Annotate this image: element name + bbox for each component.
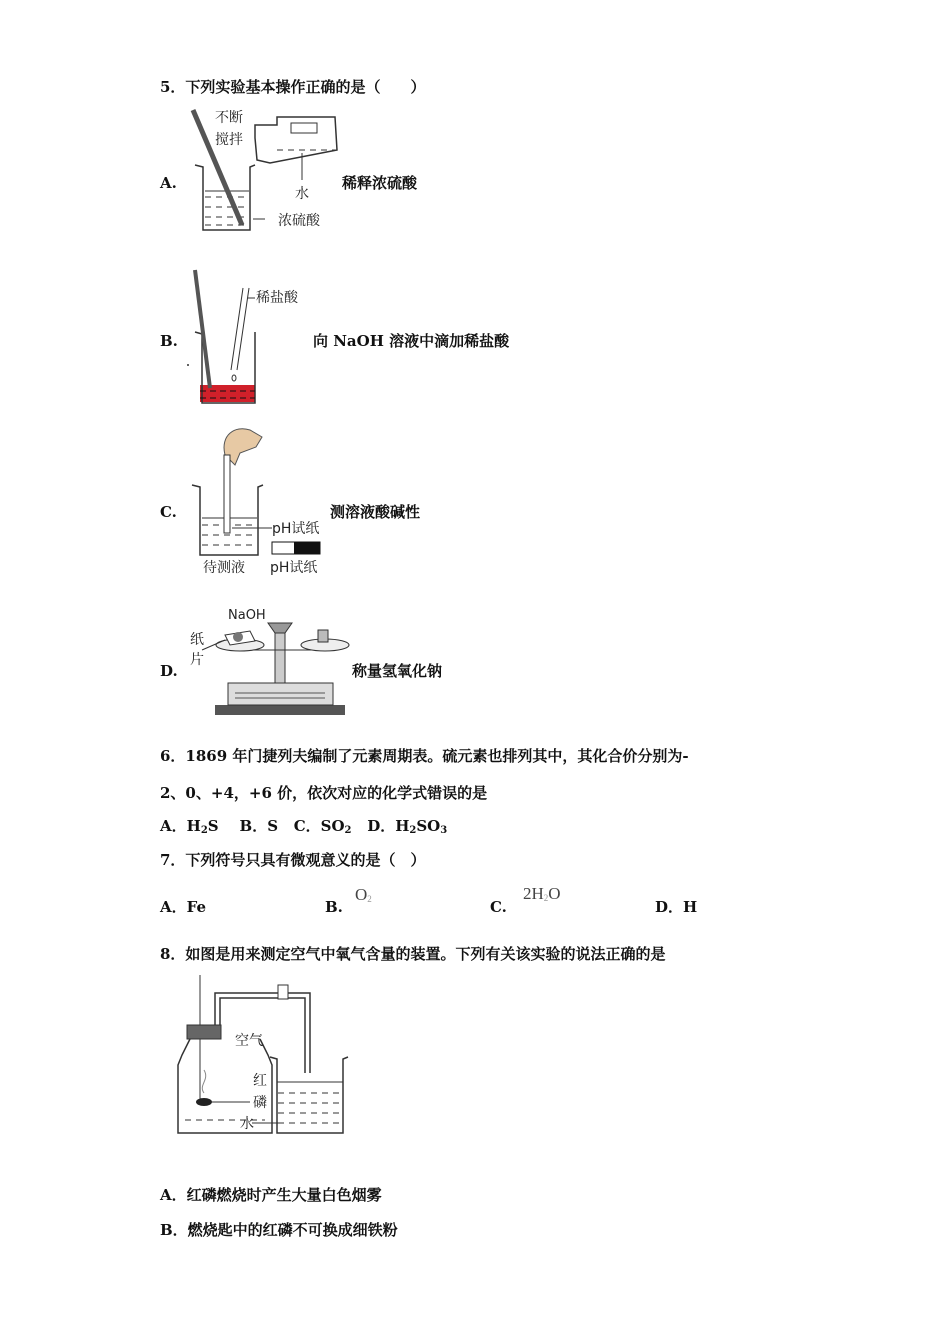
label-water: 水: [295, 186, 309, 202]
q5-option-b-letter: B.: [160, 332, 178, 350]
ph-test-figure: [190, 425, 330, 560]
q6-line2: 2、0、+4，+6 价，依次对应的化学式错误的是: [160, 784, 488, 802]
dilution-figure: [185, 105, 355, 240]
label-air: 空气: [235, 1033, 263, 1049]
balance-figure: [190, 605, 355, 720]
label-ph-paper-1: pH试纸: [272, 521, 320, 537]
label-paper-1: 纸: [190, 632, 204, 648]
q7-option-c-letter: C.: [490, 898, 507, 916]
q6-option-a: A．$H_2S$: [160, 817, 219, 836]
label-ph-paper-2: pH试纸: [270, 560, 318, 576]
q7-option-c-formula: $2H_2O$: [523, 884, 561, 903]
label-conc-sulfuric: 浓硫酸: [278, 213, 320, 229]
label-paper-2: 片: [190, 652, 204, 668]
q5-option-b-caption: 向 NaOH 溶液中滴加稀盐酸: [313, 332, 510, 350]
q6-option-c: C．$SO_2$: [293, 817, 352, 836]
label-dilute-hcl: 稀盐酸: [256, 290, 298, 306]
label-test-solution: 待测液: [203, 560, 245, 576]
q5-option-d-caption: 称量氢氧化钠: [352, 662, 443, 680]
q5-option-a-letter: A.: [160, 174, 177, 192]
q6-option-b: B．S: [239, 817, 279, 835]
q8-option-b: B．燃烧匙中的红磷不可换成细铁粉: [160, 1221, 398, 1239]
label-naoh: NaOH: [228, 608, 266, 623]
label-red-phosphorus-1: 红: [253, 1073, 267, 1089]
q5-title: 5．下列实验基本操作正确的是（ ）: [160, 78, 426, 96]
q6-line1: 6．1869 年门捷列夫编制了元素周期表。硫元素也排列其中，其化合价分别为-: [160, 747, 689, 765]
q6-options: [160, 816, 447, 841]
q6-option-d: D．$H_2SO_3$: [367, 817, 448, 836]
oxygen-content-apparatus: [160, 975, 355, 1140]
q5-option-d-letter: D.: [160, 662, 178, 680]
label-stir-1: 不断: [215, 110, 243, 126]
q5-option-c-letter: C.: [160, 503, 177, 521]
q7-option-b-formula: $O_2$: [355, 885, 372, 904]
q7-title: 7．下列符号只具有微观意义的是（ ）: [160, 851, 426, 869]
q7-option-b-letter: B.: [325, 898, 343, 916]
q5-option-c-caption: 测溶液酸碱性: [330, 503, 421, 521]
q8-title: 8．如图是用来测定空气中氧气含量的装置。下列有关该实验的说法正确的是: [160, 945, 666, 963]
q7-option-a: A．Fe: [160, 898, 207, 916]
q5-option-a-caption: 稀释浓硫酸: [342, 174, 418, 192]
label-red-phosphorus-2: 磷: [253, 1095, 267, 1111]
q7-option-d: D．H: [655, 898, 698, 916]
label-water-q8: 水: [240, 1116, 254, 1132]
q8-option-a: A．红磷燃烧时产生大量白色烟雾: [160, 1186, 382, 1204]
label-stir-2: 搅拌: [215, 132, 243, 148]
